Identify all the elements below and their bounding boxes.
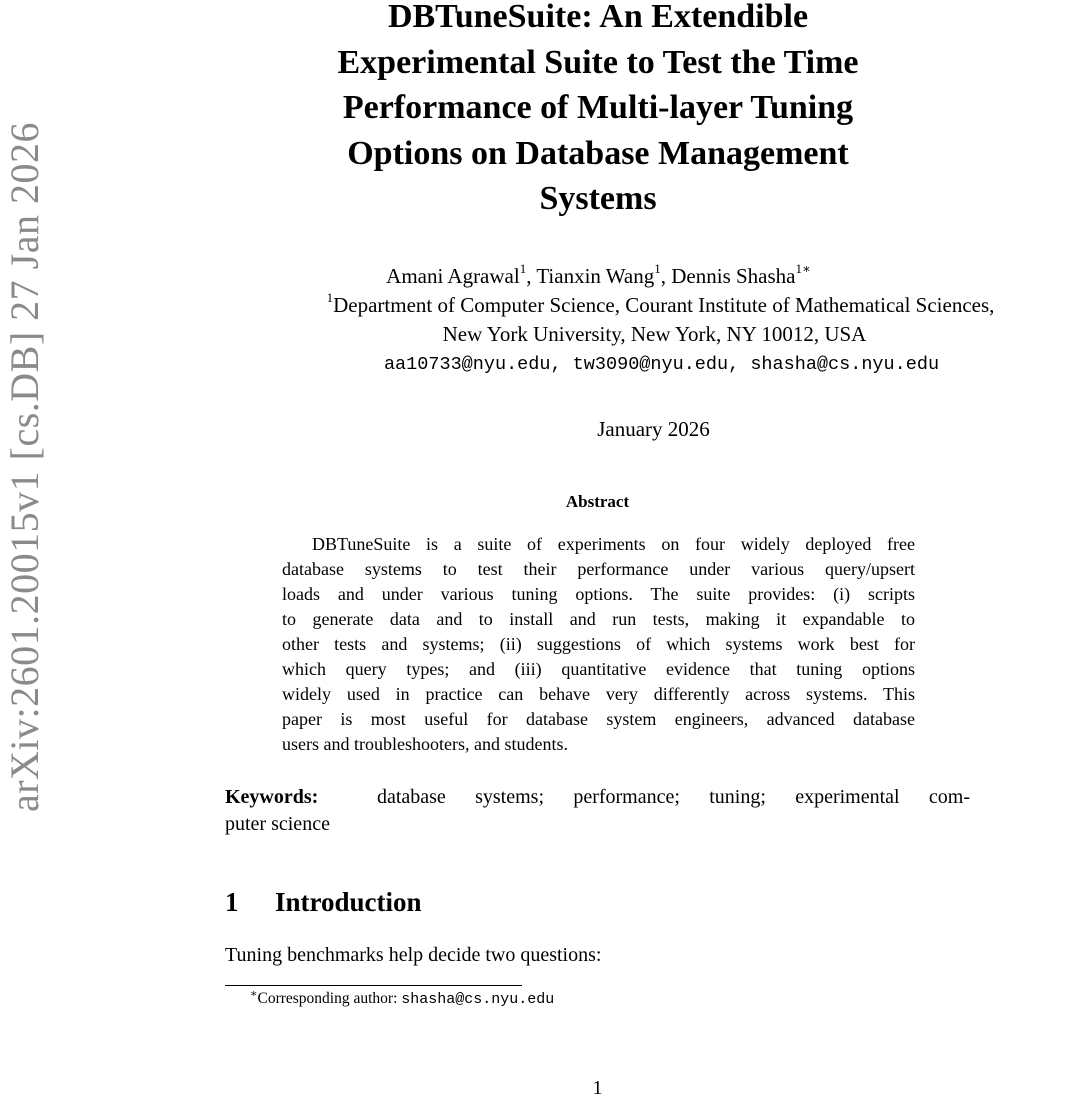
abstract-heading: Abstract xyxy=(565,492,630,511)
footnote xyxy=(250,990,554,1008)
title-line: Performance of Multi-layer Tuning xyxy=(342,89,854,126)
section-heading xyxy=(225,887,422,918)
author-list xyxy=(55,261,1087,289)
footnote-mark: ∗ xyxy=(250,988,258,1000)
keywords-line: puter science xyxy=(225,813,330,835)
abstract-line: to generate data and to install and run tests, making it expandable to xyxy=(282,609,915,629)
abstract-line: DBTuneSuite is a suite of experiments on four widely deployed free xyxy=(312,534,915,554)
keywords-text: database systems; performance; tuning; experimental com- xyxy=(376,786,970,808)
affiliation xyxy=(117,290,1087,318)
footnote-rule xyxy=(225,985,522,986)
keywords xyxy=(225,784,970,838)
paper-title xyxy=(230,0,966,222)
affiliation-sup: 1 xyxy=(326,290,334,305)
page-number: 1 xyxy=(592,1077,603,1099)
section-number: 1 xyxy=(225,887,239,917)
keywords-line xyxy=(225,784,970,811)
sep: , xyxy=(526,264,537,288)
author-sup: 1 xyxy=(519,261,527,276)
sep: , xyxy=(660,264,672,288)
author-name: Amani Agrawal xyxy=(386,264,520,288)
author-sup: 1∗ xyxy=(795,261,811,276)
abstract-line: widely used in practice can behave very differently across systems. This xyxy=(282,684,915,704)
title-line: Experimental Suite to Test the Time xyxy=(337,43,859,81)
body-paragraph: Tuning benchmarks help decide two questions: xyxy=(225,944,602,966)
section-title: Introduction xyxy=(275,887,422,917)
author-sup: 1 xyxy=(654,261,661,276)
abstract-body xyxy=(282,532,915,757)
abstract-line: loads and under various tuning options. The suite provides: (i) scripts xyxy=(282,584,915,604)
abstract-line: other tests and systems; (ii) suggestions of which systems work best for xyxy=(282,634,915,654)
affiliation-line: New York University, New York, NY 10012, USA xyxy=(442,322,867,346)
abstract-line: database systems to test their performance under various query/upsert xyxy=(282,559,915,579)
abstract-line: paper is most useful for database system engineers, advanced database xyxy=(282,709,915,729)
author-name: Tianxin Wang xyxy=(536,264,655,288)
arxiv-stamp: arXiv:2601.20015v1 [cs.DB] 27 Jan 2026 xyxy=(2,121,47,813)
footnote-text: Corresponding author: xyxy=(257,990,402,1007)
keywords-label: Keywords: xyxy=(225,786,319,808)
abstract-line: which query types; and (iii) quantitative evidence that tuning options xyxy=(282,659,915,679)
author-emails: aa10733@nyu.edu, tw3090@nyu.edu, shasha@cs.nyu.edu xyxy=(383,354,940,375)
title-line: Systems xyxy=(539,180,657,217)
footnote-email: shasha@cs.nyu.edu xyxy=(401,991,555,1008)
affiliation-line: Department of Computer Science, Courant Institute of Mathematical Sciences, xyxy=(333,293,995,317)
paper-date: January 2026 xyxy=(597,417,710,441)
author-name: Dennis Shasha xyxy=(671,264,796,288)
title-line: DBTuneSuite: An Extendible xyxy=(387,0,809,35)
title-line: Options on Database Management xyxy=(347,134,849,172)
abstract-line: users and troubleshooters, and students. xyxy=(282,734,568,754)
